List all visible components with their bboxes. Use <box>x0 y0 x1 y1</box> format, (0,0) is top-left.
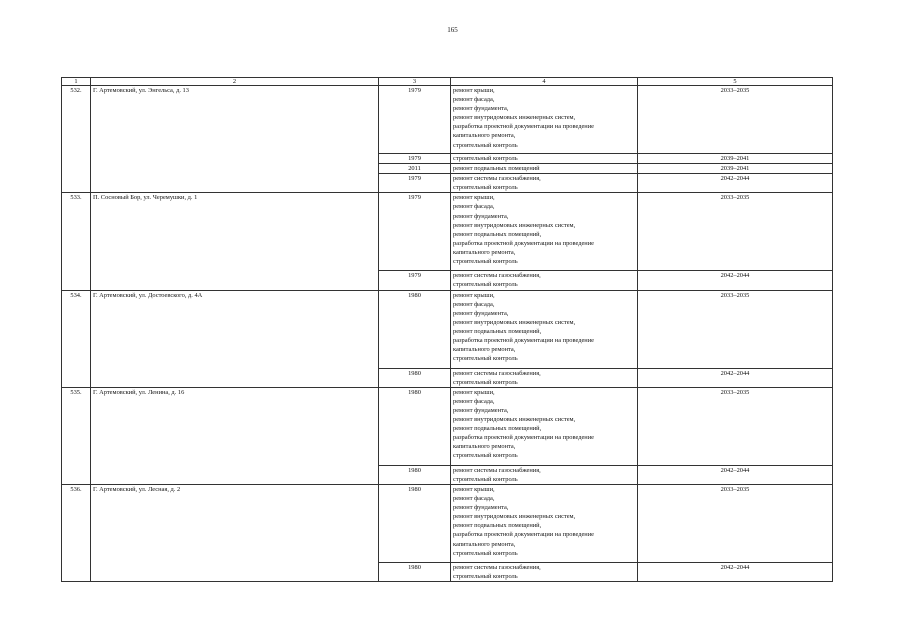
work-item: ремонт внутридомовых инженерных систем, <box>453 114 576 122</box>
work-item: ремонт фундамента, <box>453 504 509 512</box>
work-item: ремонт подвальных помещений, <box>453 327 542 335</box>
year-cell: 1979 <box>379 193 451 271</box>
table-body <box>62 86 833 582</box>
year-cell: 1979 <box>379 271 451 290</box>
year-cell: 1980 <box>379 484 451 562</box>
header-cell-3: 3 <box>379 78 451 86</box>
work-item: ремонт крыши, <box>453 194 495 202</box>
work-item: строительный контроль <box>453 549 518 557</box>
row-number: 534. <box>62 290 91 387</box>
period-cell: 2033–2035 <box>638 387 833 465</box>
works-cell <box>451 387 638 465</box>
work-item: ремонт системы газоснабжения, <box>453 466 541 474</box>
work-item: ремонт внутридомовых инженерных систем, <box>453 513 576 521</box>
work-item: разработка проектной документации на проведение <box>453 337 594 345</box>
year-cell: 1980 <box>379 290 451 368</box>
work-item: ремонт внутридомовых инженерных систем, <box>453 318 576 326</box>
address-cell: Г. Артемовский, ул. Энгельса, д. 13 <box>91 86 379 193</box>
work-item: строительный контроль <box>453 281 518 289</box>
work-item: строительный контроль <box>453 355 518 363</box>
period-cell: 2042–2044 <box>638 465 833 484</box>
table-row <box>62 387 833 465</box>
work-item: ремонт крыши, <box>453 388 495 396</box>
works-cell <box>451 368 638 387</box>
period-cell: 2042–2044 <box>638 562 833 581</box>
header-cell-4: 4 <box>451 78 638 86</box>
period-cell: 2042–2044 <box>638 174 833 193</box>
year-cell: 1980 <box>379 368 451 387</box>
work-item: ремонт фасада, <box>453 203 495 211</box>
work-item: строительный контроль <box>453 475 518 483</box>
work-item: ремонт подвальных помещений <box>453 165 540 173</box>
row-number: 533. <box>62 193 91 290</box>
work-item: ремонт подвальных помещений, <box>453 425 542 433</box>
work-item: ремонт подвальных помещений, <box>453 522 542 530</box>
work-item: строительный контроль <box>453 141 518 149</box>
work-item: ремонт внутридомовых инженерных систем, <box>453 221 576 229</box>
work-item: капитального ремонта, <box>453 346 516 354</box>
work-item: ремонт подвальных помещений, <box>453 230 542 238</box>
work-item: ремонт внутридомовых инженерных систем, <box>453 416 576 424</box>
work-item: строительный контроль <box>453 573 518 581</box>
address-cell: П. Сосновый Бор, ул. Черемушки, д. 1 <box>91 193 379 290</box>
period-cell: 2042–2044 <box>638 271 833 290</box>
work-item: капитального ремонта, <box>453 540 516 548</box>
works-cell <box>451 562 638 581</box>
address-cell: Г. Артемовский, ул. Лесная, д. 2 <box>91 484 379 581</box>
year-cell: 1980 <box>379 387 451 465</box>
works-cell <box>451 174 638 193</box>
work-item: ремонт системы газоснабжения, <box>453 175 541 183</box>
page-number: 165 <box>447 26 458 34</box>
works-cell <box>451 164 638 174</box>
table-row <box>62 86 833 154</box>
works-cell <box>451 86 638 154</box>
header-cell-1: 1 <box>62 78 91 86</box>
table-row <box>62 193 833 271</box>
works-cell <box>451 193 638 271</box>
work-item: ремонт фундамента, <box>453 406 509 414</box>
period-cell: 2033–2035 <box>638 290 833 368</box>
address-cell: Г. Артемовский, ул. Достоевского, д. 4А <box>91 290 379 387</box>
work-item: разработка проектной документации на проведение <box>453 531 594 539</box>
work-item: ремонт системы газоснабжения, <box>453 272 541 280</box>
table-row <box>62 290 833 368</box>
work-item: строительный контроль <box>453 452 518 460</box>
year-cell: 2011 <box>379 164 451 174</box>
work-item: разработка проектной документации на проведение <box>453 123 594 131</box>
work-item: строительный контроль <box>453 258 518 266</box>
year-cell: 1980 <box>379 465 451 484</box>
work-item: ремонт фундамента, <box>453 212 509 220</box>
period-cell: 2033–2035 <box>638 484 833 562</box>
row-number: 535. <box>62 387 91 484</box>
table-row <box>62 484 833 562</box>
period-cell: 2039–2041 <box>638 154 833 164</box>
work-item: ремонт крыши, <box>453 87 495 94</box>
work-item: разработка проектной документации на проведение <box>453 239 594 247</box>
works-cell <box>451 154 638 164</box>
work-item: капитального ремонта, <box>453 443 516 451</box>
works-cell <box>451 290 638 368</box>
header-cell-2: 2 <box>91 78 379 86</box>
work-item: ремонт фундамента, <box>453 105 509 113</box>
work-item: ремонт системы газоснабжения, <box>453 369 541 377</box>
period-cell: 2033–2035 <box>638 193 833 271</box>
year-cell: 1979 <box>379 154 451 164</box>
year-cell: 1979 <box>379 174 451 193</box>
year-cell: 1979 <box>379 86 451 154</box>
row-number: 532. <box>62 86 91 193</box>
works-cell <box>451 465 638 484</box>
header-cell-5: 5 <box>638 78 833 86</box>
work-item: строительный контроль <box>453 378 518 386</box>
work-item: ремонт фундамента, <box>453 309 509 317</box>
work-item: строительный контроль <box>453 184 518 192</box>
work-item: ремонт фасада, <box>453 495 495 503</box>
work-item: ремонт фасада, <box>453 300 495 308</box>
year-cell: 1980 <box>379 562 451 581</box>
repair-schedule-table <box>61 77 833 582</box>
work-item: капитального ремонта, <box>453 132 516 140</box>
period-cell: 2033–2035 <box>638 86 833 154</box>
work-item: ремонт фасада, <box>453 96 495 104</box>
row-number: 536. <box>62 484 91 581</box>
work-item: разработка проектной документации на проведение <box>453 434 594 442</box>
work-item: строительный контроль <box>453 155 518 162</box>
works-cell <box>451 484 638 562</box>
work-item: ремонт системы газоснабжения, <box>453 563 541 571</box>
work-item: ремонт крыши, <box>453 485 495 493</box>
work-item: капитального ремонта, <box>453 248 516 256</box>
works-cell <box>451 271 638 290</box>
work-item: ремонт фасада, <box>453 397 495 405</box>
table-header-row <box>62 78 833 86</box>
period-cell: 2039–2041 <box>638 164 833 174</box>
address-cell: Г. Артемовский, ул. Ленина, д. 16 <box>91 387 379 484</box>
period-cell: 2042–2044 <box>638 368 833 387</box>
work-item: ремонт крыши, <box>453 291 495 299</box>
